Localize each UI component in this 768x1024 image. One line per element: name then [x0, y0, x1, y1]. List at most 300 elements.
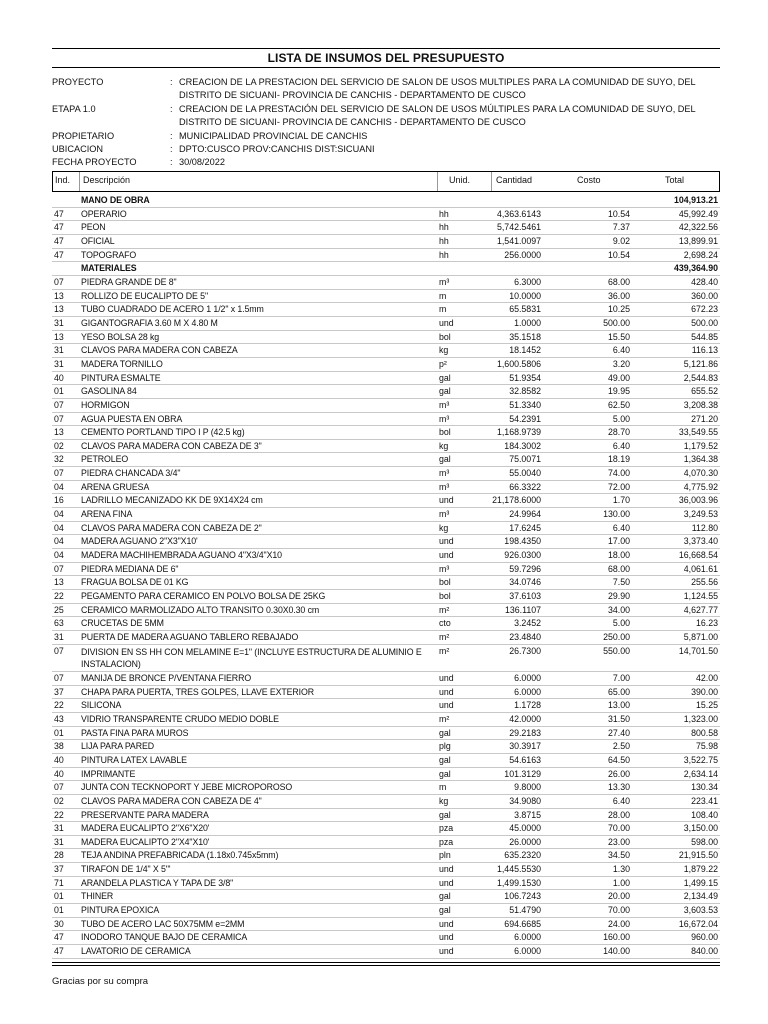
cell-total: 104,913.21: [673, 195, 718, 205]
table-row: [52, 631, 720, 645]
cell-cost: 1.30: [612, 864, 630, 875]
cell-unit: kg: [439, 795, 449, 806]
table-row: [52, 317, 720, 331]
cell-desc: FRAGUA BOLSA DE 01 KG: [81, 577, 189, 588]
cell-ind: 04: [54, 509, 64, 520]
cell-unit: und: [439, 864, 454, 875]
cell-ind: 22: [54, 809, 64, 820]
cell-ind: 25: [54, 604, 64, 615]
cell-qty: 3.8715: [514, 809, 541, 820]
cell-desc: ROLLIZO DE EUCALIPTO DE 5": [81, 290, 208, 301]
cell-cost: 70.00: [607, 905, 630, 916]
cell-ind: 07: [54, 276, 64, 287]
cell-ind: 07: [54, 645, 64, 656]
cell-unit: bol: [439, 591, 451, 602]
cell-ind: 47: [54, 222, 64, 233]
cell-desc: CHAPA PARA PUERTA, TRES GOLPES, LLAVE EXTERIOR: [81, 686, 314, 697]
cell-total: 21,915.50: [678, 850, 718, 861]
cell-ind: 37: [54, 864, 64, 875]
cell-ind: 02: [54, 795, 64, 806]
cell-unit: p²: [439, 358, 447, 369]
cell-ind: 07: [54, 782, 64, 793]
cell-ind: 16: [54, 495, 64, 506]
cell-ind: 22: [54, 700, 64, 711]
cell-unit: m³: [439, 481, 450, 492]
col-ind: Ind.: [55, 175, 71, 185]
cell-desc: PUERTA DE MADERA AGUANO TABLERO REBAJADO: [81, 632, 299, 642]
cell-ind: 13: [54, 290, 64, 301]
cell-desc: CEMENTO PORTLAND TIPO I P (42.5 kg): [81, 427, 245, 438]
cell-unit: gal: [439, 768, 451, 779]
table-row: [52, 344, 720, 358]
cell-desc: PRESERVANTE PARA MADERA: [81, 809, 209, 820]
cell-qty: 21,178.6000: [492, 495, 541, 506]
cell-unit: gal: [439, 809, 451, 820]
table-row: [52, 590, 720, 604]
cell-ind: 13: [54, 304, 64, 315]
cell-cost: 500.00: [603, 317, 630, 328]
cell-cost: 65.00: [607, 686, 630, 697]
cell-ind: 40: [54, 372, 64, 383]
cell-cost: 29.90: [607, 591, 630, 602]
cell-cost: 140.00: [603, 946, 630, 957]
meta-value: 30/08/2022: [179, 157, 225, 167]
cell-desc: LIJA PARA PARED: [81, 741, 154, 752]
table-row: [52, 863, 720, 877]
cell-cost: 64.50: [607, 754, 630, 765]
cell-unit: plg: [439, 741, 451, 752]
cell-total: 3,603.53: [683, 905, 718, 916]
cell-cost: 24.00: [607, 918, 630, 929]
cell-cost: 28.70: [607, 427, 630, 438]
cell-total: 112.80: [691, 522, 718, 533]
table-row: [52, 303, 720, 317]
cell-qty: 3.2452: [514, 618, 541, 629]
cell-desc: MANIJA DE BRONCE P/VENTANA FIERRO: [81, 672, 252, 683]
cell-cost: 27.40: [607, 727, 630, 738]
cell-desc: GIGANTOGRAFIA 3.60 M X 4.80 M: [81, 317, 218, 328]
cell-qty: 1,445.5530: [496, 864, 541, 875]
table-row: [52, 822, 720, 836]
cell-total: 1,179.52: [683, 440, 718, 451]
cell-cost: 36.00: [607, 290, 630, 301]
cell-total: 255.56: [691, 577, 718, 588]
cell-ind: 31: [54, 358, 64, 369]
cell-cost: 18.00: [607, 550, 630, 561]
cell-unit: und: [439, 536, 454, 547]
cell-total: 4,070.30: [683, 468, 718, 479]
cell-desc: PIEDRA GRANDE DE 8": [81, 276, 177, 287]
cell-qty: 34.0746: [509, 577, 541, 588]
cell-qty: 65.5831: [509, 304, 541, 315]
cell-total: 42,322.56: [678, 222, 718, 233]
cell-cost: 130.00: [603, 509, 630, 520]
cell-ind: 13: [54, 577, 64, 588]
cell-qty: 35.1518: [509, 331, 541, 342]
cell-ind: 02: [54, 440, 64, 451]
cell-desc: MADERA EUCALIPTO 2"X6"X20': [81, 823, 210, 834]
section-row: [52, 262, 720, 276]
cell-cost: 6.40: [612, 440, 630, 451]
cell-total: 130.34: [691, 782, 718, 793]
cell-desc: YESO BOLSA 28 kg: [81, 331, 160, 342]
cell-desc: IMPRIMANTE: [81, 768, 136, 779]
table-row: [52, 576, 720, 590]
cell-unit: m³: [439, 509, 450, 520]
cell-qty: 1.1728: [514, 700, 541, 711]
cell-unit: hh: [439, 208, 449, 219]
cell-cost: 9.02: [612, 235, 630, 246]
cell-qty: 10.0000: [509, 290, 541, 301]
cell-qty: 9.8000: [514, 782, 541, 793]
cell-qty: 32.8582: [509, 386, 541, 397]
table-row: [52, 467, 720, 481]
cell-unit: m³: [439, 276, 450, 287]
table-row: [52, 727, 720, 741]
table-row: [52, 235, 720, 249]
cell-cost: 70.00: [607, 823, 630, 834]
cell-total: 1,879.22: [683, 864, 718, 875]
table-row: [52, 331, 720, 345]
cell-ind: 13: [54, 427, 64, 438]
cell-total: 428.40: [691, 276, 718, 287]
cell-ind: 63: [54, 618, 64, 629]
cell-total: 1,364.38: [683, 454, 718, 465]
cell-total: 33,549.55: [678, 427, 718, 438]
cell-cost: 10.54: [607, 208, 630, 219]
cell-total: 116.13: [691, 345, 718, 356]
cell-ind: 04: [54, 536, 64, 547]
cell-cost: 2.50: [612, 741, 630, 752]
cell-qty: 635.2320: [504, 850, 541, 861]
cell-unit: m²: [439, 713, 450, 724]
cell-total: 840.00: [691, 946, 718, 957]
cell-cost: 1.00: [612, 877, 630, 888]
cell-unit: und: [439, 700, 454, 711]
cell-cost: 13.00: [607, 700, 630, 711]
cell-cost: 68.00: [607, 563, 630, 574]
table-row: [52, 249, 720, 263]
cell-qty: 51.9354: [509, 372, 541, 383]
cell-unit: pza: [439, 836, 454, 847]
table-row: [52, 208, 720, 222]
cell-total: 271.20: [691, 413, 718, 424]
meta-label: ETAPA 1.0: [52, 104, 96, 114]
cell-unit: und: [439, 317, 454, 328]
cell-qty: 30.3917: [509, 741, 541, 752]
cell-total: 4,061.61: [683, 563, 718, 574]
cell-desc: OFICIAL: [81, 235, 115, 246]
table-row: [52, 276, 720, 290]
meta-label: PROPIETARIO: [52, 131, 115, 141]
cell-desc: PASTA FINA PARA MUROS: [81, 727, 189, 738]
meta-label: FECHA PROYECTO: [52, 157, 137, 167]
cell-unit: bol: [439, 331, 451, 342]
cell-qty: 1.0000: [514, 317, 541, 328]
cell-unit: m: [439, 304, 447, 315]
footer-text: Gracias por su compra: [52, 976, 149, 987]
cell-total: 598.00: [691, 836, 718, 847]
cell-total: 3,522.75: [683, 754, 718, 765]
cell-cost: 6.40: [612, 795, 630, 806]
col-cost: Costo: [577, 175, 601, 185]
cell-total: 3,150.00: [683, 823, 718, 834]
cell-desc: HORMIGON: [81, 399, 130, 410]
cell-cost: 28.00: [607, 809, 630, 820]
cell-unit: cto: [439, 618, 451, 629]
cell-desc: TUBO DE ACERO LAC 50X75MM e=2MM: [81, 918, 245, 929]
cell-desc: CERAMICO MARMOLIZADO ALTO TRANSITO 0.30X0.30 cm: [81, 604, 320, 615]
cell-qty: 198.4350: [504, 536, 541, 547]
cell-ind: 22: [54, 591, 64, 602]
cell-qty: 4,363.6143: [496, 208, 541, 219]
cell-cost: 10.25: [607, 304, 630, 315]
cell-qty: 6.0000: [514, 672, 541, 683]
cell-total: 16,672.04: [678, 918, 718, 929]
cell-total: 360.00: [691, 290, 718, 301]
cell-qty: 34.9080: [509, 795, 541, 806]
cell-total: 500.00: [691, 317, 718, 328]
meta-fecha: FECHA PROYECTO : 30/08/2022: [52, 156, 720, 169]
cell-unit: kg: [439, 522, 449, 533]
cell-qty: 6.0000: [514, 946, 541, 957]
table-header: [52, 171, 720, 192]
cell-desc: CLAVOS PARA MADERA CON CABEZA DE 2": [81, 522, 262, 533]
cell-unit: gal: [439, 905, 451, 916]
cell-cost: 7.50: [612, 577, 630, 588]
cell-cost: 15.50: [607, 331, 630, 342]
cell-total: 960.00: [691, 932, 718, 943]
cell-unit: m²: [439, 604, 450, 615]
cell-cost: 74.00: [607, 468, 630, 479]
cell-qty: 55.0040: [509, 468, 541, 479]
cell-desc: OPERARIO: [81, 208, 127, 219]
cell-qty: 1,600.5806: [496, 358, 541, 369]
cell-unit: gal: [439, 372, 451, 383]
cell-unit: m³: [439, 563, 450, 574]
cell-unit: und: [439, 495, 454, 506]
table-row: [52, 522, 720, 536]
cell-total: 3,208.38: [683, 399, 718, 410]
cell-unit: bol: [439, 577, 451, 588]
cell-qty: 24.9964: [509, 509, 541, 520]
cell-ind: 47: [54, 208, 64, 219]
cell-cost: 10.54: [607, 249, 630, 260]
cell-unit: hh: [439, 222, 449, 233]
cell-ind: 07: [54, 413, 64, 424]
cell-qty: 5,742.5461: [496, 222, 541, 233]
table-row: [52, 918, 720, 932]
cell-total: 14,701.50: [678, 645, 718, 656]
cell-total: 800.58: [691, 727, 718, 738]
meta-value: CREACION DE LA PRESTACION DEL SERVICIO DE SALON DE USOS MULTIPLES PARA LA COMUNIDAD DE SUYO, DEL DISTRITO DE SICUANI- PROVINCIA DE CANCHIS - DEPARTAMENTO DE CUSCO: [179, 77, 696, 100]
cell-ind: 31: [54, 632, 64, 642]
cell-cost: 5.00: [612, 618, 630, 629]
cell-cost: 160.00: [603, 932, 630, 943]
cell-qty: 6.3000: [514, 276, 541, 287]
cell-unit: m²: [439, 645, 450, 656]
cell-unit: und: [439, 918, 454, 929]
cell-qty: 75.0071: [509, 454, 541, 465]
meta-label: UBICACION: [52, 144, 104, 154]
cell-unit: m³: [439, 399, 450, 410]
cell-desc: VIDRIO TRANSPARENTE CRUDO MEDIO DOBLE: [81, 713, 279, 724]
cell-desc: AGUA PUESTA EN OBRA: [81, 413, 183, 424]
cell-total: 5,121.86: [683, 358, 718, 369]
table-row: [52, 494, 720, 508]
cell-ind: 31: [54, 317, 64, 328]
cell-desc: PIEDRA MEDIANA DE 6": [81, 563, 179, 574]
cell-total: 1,323.00: [683, 713, 718, 724]
cell-qty: 51.4790: [509, 905, 541, 916]
cell-total: 4,775.92: [683, 481, 718, 492]
cell-unit: und: [439, 686, 454, 697]
cell-desc: TUBO CUADRADO DE ACERO 1 1/2" x 1.5mm: [81, 304, 264, 315]
cell-desc: MADERA EUCALIPTO 2"X4"X10': [81, 836, 210, 847]
meta-label: PROYECTO: [52, 77, 104, 87]
cell-ind: 13: [54, 331, 64, 342]
cell-unit: und: [439, 932, 454, 943]
cell-total: 5,871.00: [683, 632, 718, 642]
cell-desc: PINTURA EPOXICA: [81, 905, 160, 916]
cell-total: 16.23: [695, 618, 718, 629]
cell-cost: 13.30: [607, 782, 630, 793]
cell-total: 2,634.14: [683, 768, 718, 779]
cell-qty: 42.0000: [509, 713, 541, 724]
cell-unit: und: [439, 672, 454, 683]
cell-total: 390.00: [691, 686, 718, 697]
table-row: [52, 740, 720, 754]
table-row: [52, 931, 720, 945]
table-row: [52, 699, 720, 713]
table-row: [52, 508, 720, 522]
cell-qty: 256.0000: [504, 249, 541, 260]
cell-desc: DIVISION EN SS HH CON MELAMINE E=1" (INCLUYE ESTRUCTURA DE ALUMINIO E INSTALACION): [81, 646, 422, 670]
cell-cost: 20.00: [607, 891, 630, 902]
cell-unit: bol: [439, 427, 451, 438]
cell-desc: PEON: [81, 222, 106, 233]
cell-qty: 184.3002: [504, 440, 541, 451]
cell-qty: 23.4840: [509, 632, 541, 642]
cell-unit: m³: [439, 413, 450, 424]
cell-total: 655.52: [691, 386, 718, 397]
cell-cost: 62.50: [607, 399, 630, 410]
cell-ind: 07: [54, 468, 64, 479]
cell-desc: JUNTA CON TECKNOPORT Y JEBE MICROPOROSO: [81, 782, 293, 793]
cell-ind: 04: [54, 550, 64, 561]
cell-total: 13,899.91: [678, 235, 718, 246]
cell-qty: 106.7243: [504, 891, 541, 902]
cell-ind: 31: [54, 823, 64, 834]
cell-ind: 01: [54, 386, 64, 397]
table-row: [52, 890, 720, 904]
cell-unit: und: [439, 946, 454, 957]
cell-cost: 72.00: [607, 481, 630, 492]
cell-qty: 45.0000: [509, 823, 541, 834]
cell-ind: 47: [54, 249, 64, 260]
cell-desc: CLAVOS PARA MADERA CON CABEZA DE 4": [81, 795, 262, 806]
table-row: [52, 372, 720, 386]
table-row: [52, 290, 720, 304]
cell-qty: 101.3129: [504, 768, 541, 779]
cell-cost: 3.20: [612, 358, 630, 369]
cell-qty: 926.0300: [504, 550, 541, 561]
cell-ind: 47: [54, 932, 64, 943]
cell-desc: CRUCETAS DE 5MM: [81, 618, 164, 629]
cell-desc: CLAVOS PARA MADERA CON CABEZA DE 3": [81, 440, 262, 451]
section-row: [52, 194, 720, 208]
cell-unit: gal: [439, 386, 451, 397]
cell-qty: 66.3322: [509, 481, 541, 492]
cell-cost: 6.40: [612, 522, 630, 533]
cell-total: 223.41: [691, 795, 718, 806]
cell-qty: 29.2183: [509, 727, 541, 738]
cell-total: 3,373.40: [683, 536, 718, 547]
cell-qty: 18.1452: [509, 345, 541, 356]
meta-proyecto: PROYECTO : CREACION DE LA PRESTACION DEL SERVICIO DE SALON DE USOS MULTIPLES PARA LA COMUNIDAD DE SUYO, DEL DISTRITO DE SICUANI- PROVINCIA DE CANCHIS - DEPARTAMENTO DE CUSCO: [52, 76, 720, 101]
meta-value: DPTO:CUSCO PROV:CANCHIS DIST:SICUANI: [179, 144, 375, 154]
cell-desc: ARENA FINA: [81, 509, 133, 520]
table-row: [52, 686, 720, 700]
col-qty: Cantidad: [496, 175, 533, 185]
cell-unit: und: [439, 550, 454, 561]
cell-unit: m²: [439, 632, 450, 642]
cell-qty: 51.3340: [509, 399, 541, 410]
cell-qty: 26.7300: [509, 645, 541, 656]
top-rule: [52, 48, 720, 49]
cell-cost: 250.00: [603, 632, 630, 642]
cell-qty: 59.7296: [509, 563, 541, 574]
cell-desc: THINER: [81, 891, 114, 902]
cell-total: 2,134.49: [683, 891, 718, 902]
cell-desc: MADERA MACHIHEMBRADA AGUANO 4"X3/4"X10: [81, 550, 282, 561]
cell-total: 544.85: [691, 331, 718, 342]
table-row: [52, 440, 720, 454]
bottom-rule-2: [52, 965, 720, 966]
cell-qty: 1,499.1530: [496, 877, 541, 888]
cell-qty: 6.0000: [514, 932, 541, 943]
cell-unit: pza: [439, 823, 454, 834]
cell-total: 45,992.49: [678, 208, 718, 219]
cell-ind: 01: [54, 891, 64, 902]
cell-total: 15.25: [695, 700, 718, 711]
cell-desc: PETROLEO: [81, 454, 129, 465]
table-row: [52, 481, 720, 495]
cell-desc: PINTURA LATEX LAVABLE: [81, 754, 187, 765]
cell-ind: 07: [54, 672, 64, 683]
cell-ind: 71: [54, 877, 64, 888]
page-title: LISTA DE INSUMOS DEL PRESUPUESTO: [267, 51, 505, 65]
cell-ind: 01: [54, 727, 64, 738]
cell-ind: 40: [54, 768, 64, 779]
table-row: [52, 945, 720, 959]
cell-cost: 550.00: [603, 645, 630, 656]
table-row: [52, 645, 720, 672]
table-row: [52, 809, 720, 823]
cell-qty: 6.0000: [514, 686, 541, 697]
title-rule: [52, 67, 720, 68]
cell-ind: 07: [54, 563, 64, 574]
table-row: [52, 399, 720, 413]
cell-unit: gal: [439, 754, 451, 765]
cell-cost: 34.50: [607, 850, 630, 861]
table-row: [52, 549, 720, 563]
table-row: [52, 426, 720, 440]
cell-ind: 01: [54, 905, 64, 916]
cell-ind: 37: [54, 686, 64, 697]
cell-desc: PIEDRA CHANCADA 3/4": [81, 468, 181, 479]
cell-desc: MATERIALES: [81, 263, 137, 274]
